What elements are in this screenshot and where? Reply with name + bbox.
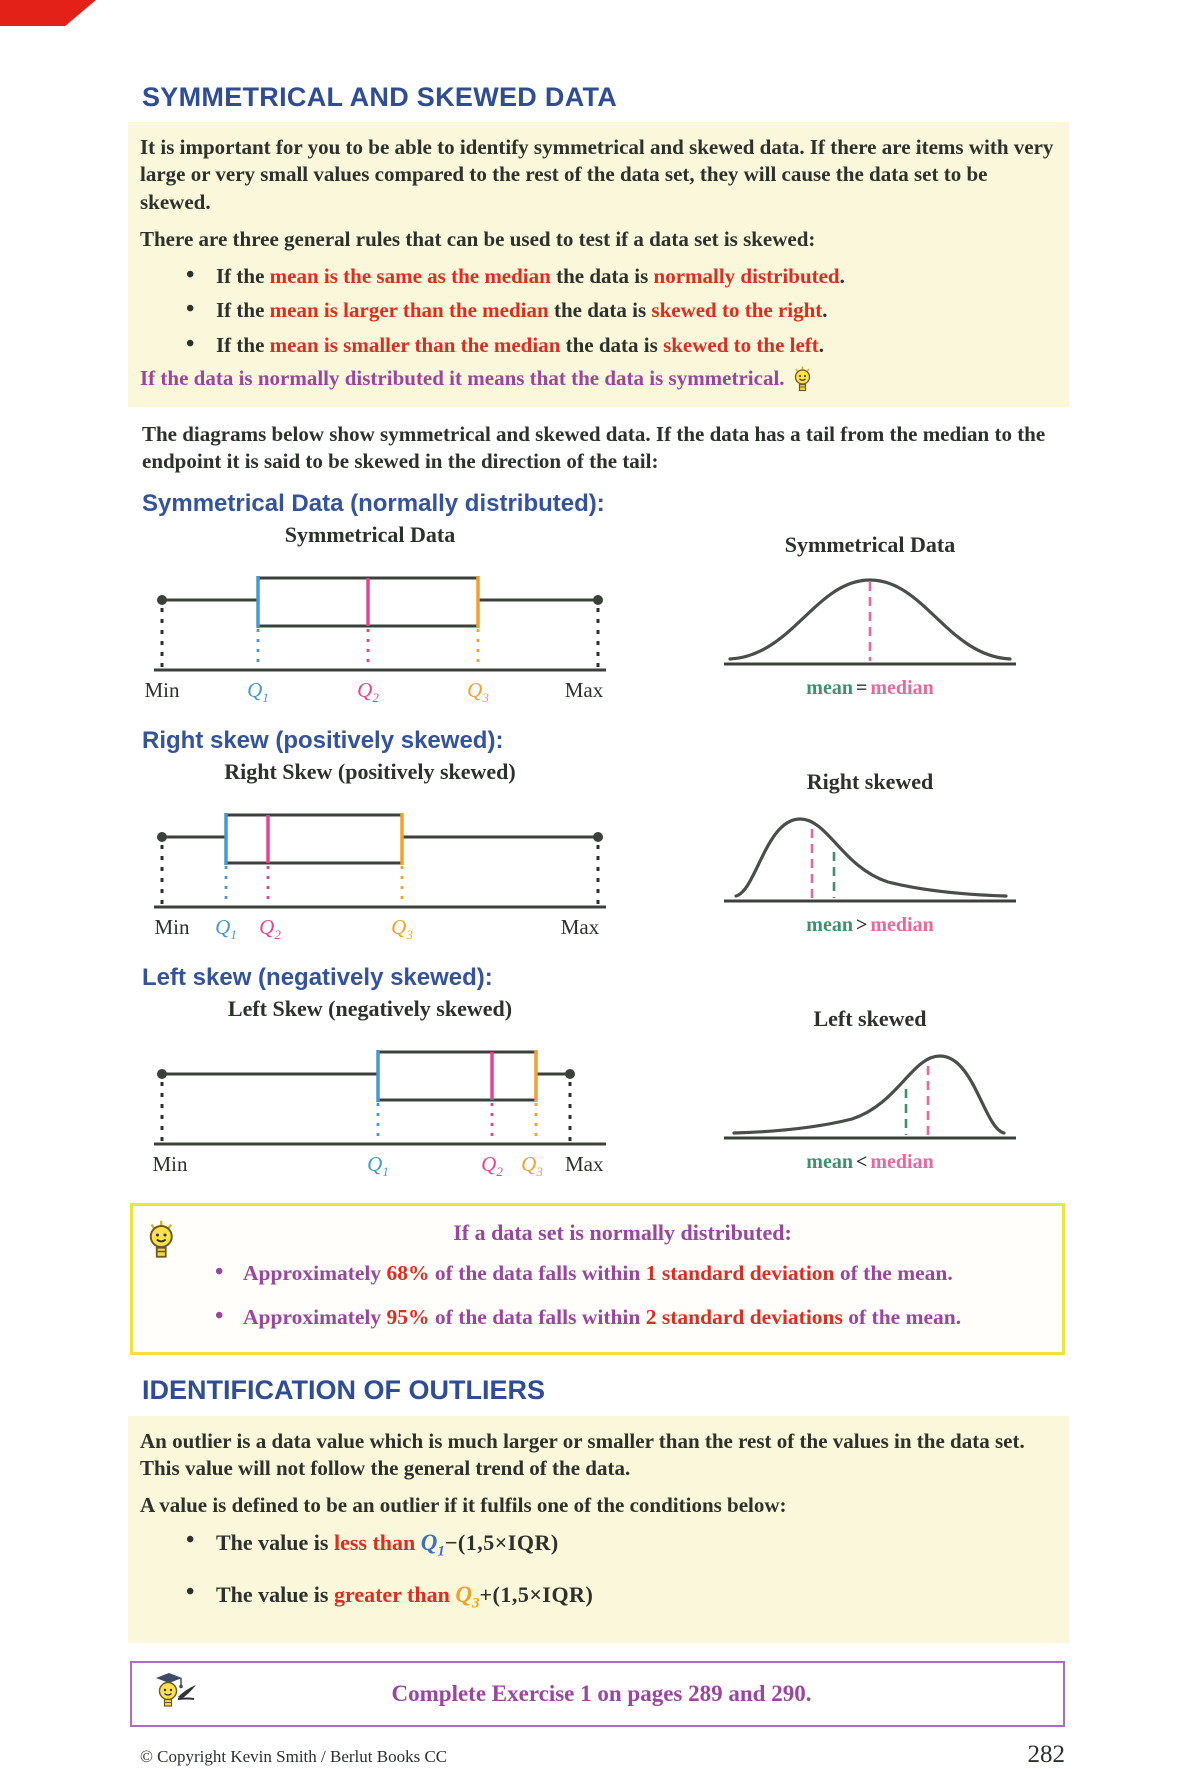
- q3-label: $Q_3$: [521, 1151, 543, 1179]
- q3-label: $Q_3$: [391, 914, 413, 942]
- boxplot-column: [140, 522, 645, 713]
- exercise-box: [130, 1661, 1065, 1727]
- diagrams-intro: The diagrams below show symmetrical and skewed data. If the data has a tail from the median to the endpoint it is said to be skewed in the direction of the tail:: [142, 421, 1046, 474]
- outliers-paragraph-2: A value is defined to be an outlier if it fulfils one of the conditions below:: [140, 1493, 787, 1518]
- max-label: Max: [560, 914, 600, 939]
- info-bullets-list: [203, 1258, 1042, 1332]
- section-heading-right-skew: Right skew (positively skewed):: [142, 726, 504, 754]
- boxplot-right-skew-svg: [140, 787, 620, 945]
- diagram-row-left-skew: [140, 996, 1065, 1187]
- min-label: Min: [152, 1151, 188, 1176]
- q1-label: $Q_1$: [247, 677, 269, 705]
- curve-right-skew-svg: [710, 795, 1030, 913]
- outliers-paragraph-1: An outlier is a data value which is much larger or smaller than the rest of the values in the data set. This value will not follow the general trend of the data.: [140, 1428, 1025, 1481]
- boxplot-column: [140, 996, 645, 1187]
- q1-label: $Q_1$: [215, 914, 237, 942]
- mean-median-relation: mean > median: [806, 913, 934, 936]
- skew-rules-list: [140, 263, 1057, 358]
- boxplot-title: Left Skew (negatively skewed): [227, 995, 513, 1021]
- curve-title: Left skewed: [813, 1005, 927, 1031]
- boxplot-left-skew-svg: [140, 1024, 620, 1182]
- diagram-row-symmetrical: [140, 522, 1065, 713]
- info-box-title: If a data set is normally distributed:: [453, 1219, 792, 1245]
- curve-title: Symmetrical Data: [784, 531, 956, 557]
- q1-variable: $Q_1$: [420, 1529, 445, 1560]
- exercise-lightbulb-icon: [148, 1669, 200, 1718]
- rule-item: • If the mean is the same as the median the data is normally distributed.: [216, 263, 1057, 289]
- outlier-conditions-list: [140, 1530, 1057, 1613]
- boxplot-column: [140, 759, 645, 950]
- boxplot-symmetrical-svg: [140, 550, 620, 708]
- q1-label: $Q_1$: [367, 1151, 389, 1179]
- q2-label: $Q_2$: [357, 677, 379, 705]
- normal-distribution-info-box: [130, 1203, 1065, 1355]
- intro-highlight-block: [128, 122, 1069, 407]
- outlier-formula: +(1,5×IQR): [479, 1582, 594, 1608]
- mean-median-relation: mean < median: [806, 1150, 934, 1173]
- rule-item: • If the mean is smaller than the median the data is skewed to the left.: [216, 332, 1057, 358]
- q2-label: $Q_2$: [481, 1151, 503, 1179]
- bell-curve-symmetrical-svg: [710, 558, 1030, 676]
- mean-median-relation: mean = median: [806, 676, 934, 699]
- q2-label: $Q_2$: [259, 914, 281, 942]
- page-title: SYMMETRICAL AND SKEWED DATA: [142, 82, 618, 112]
- lightbulb-icon: [793, 366, 812, 399]
- curve-left-skew-svg: [710, 1032, 1030, 1150]
- intro-paragraph-1: It is important for you to be able to identify symmetrical and skewed data. If there are items with very large or very small values compared to the rest of the data set, they will cause the data set to be skewed.: [140, 135, 1054, 214]
- curve-title: Right skewed: [806, 768, 934, 794]
- max-label: Max: [564, 677, 604, 702]
- lightbulb-icon: [147, 1220, 177, 1267]
- section-heading-left-skew: Left skew (negatively skewed):: [142, 963, 493, 991]
- curve-column: [705, 759, 1035, 937]
- diagram-row-right-skew: [140, 759, 1065, 950]
- page-content: [140, 82, 1065, 1769]
- outlier-formula: −(1,5×IQR): [444, 1529, 559, 1555]
- curve-column: [705, 996, 1035, 1174]
- q3-label: $Q_3$: [467, 677, 489, 705]
- q3-variable: $Q_3$: [455, 1582, 480, 1612]
- boxplot-title: Symmetrical Data: [284, 521, 456, 547]
- outliers-heading: IDENTIFICATION OF OUTLIERS: [142, 1374, 545, 1405]
- curve-column: [705, 522, 1035, 700]
- page-footer: [140, 1741, 1065, 1769]
- intro-paragraph-2: There are three general rules that can be used to test if a data set is skewed:: [140, 226, 816, 251]
- rule-item: • If the mean is larger than the median the data is skewed to the right.: [216, 297, 1057, 323]
- exercise-text: Complete Exercise 1 on pages 289 and 290.: [391, 1680, 812, 1706]
- outliers-highlight-block: [128, 1416, 1069, 1643]
- info-bullet: • Approximately 95% of the data falls within 2 standard deviations of the mean.: [243, 1302, 1042, 1332]
- section-heading-symmetrical: Symmetrical Data (normally distributed):: [142, 489, 605, 517]
- min-label: Min: [154, 914, 190, 939]
- max-label: Max: [565, 1151, 604, 1176]
- boxplot-title: Right Skew (positively skewed): [224, 758, 516, 784]
- symmetry-note: If the data is normally distributed it means that the data is symmetrical.: [140, 366, 1057, 399]
- outlier-condition: • The value is greater than $Q_3+(1,5\times IQR)$: [216, 1582, 1057, 1613]
- page-number: 282: [1027, 1740, 1065, 1768]
- min-label: Min: [144, 677, 180, 702]
- info-bullet: • Approximately 68% of the data falls within 1 standard deviation of the mean.: [243, 1258, 1042, 1288]
- outlier-condition: • The value is less than $Q_1-(1,5\times IQR)$: [216, 1530, 1057, 1561]
- red-corner-mark: [0, 0, 96, 26]
- copyright-text: © Copyright Kevin Smith / Berlut Books CC: [140, 1746, 448, 1766]
